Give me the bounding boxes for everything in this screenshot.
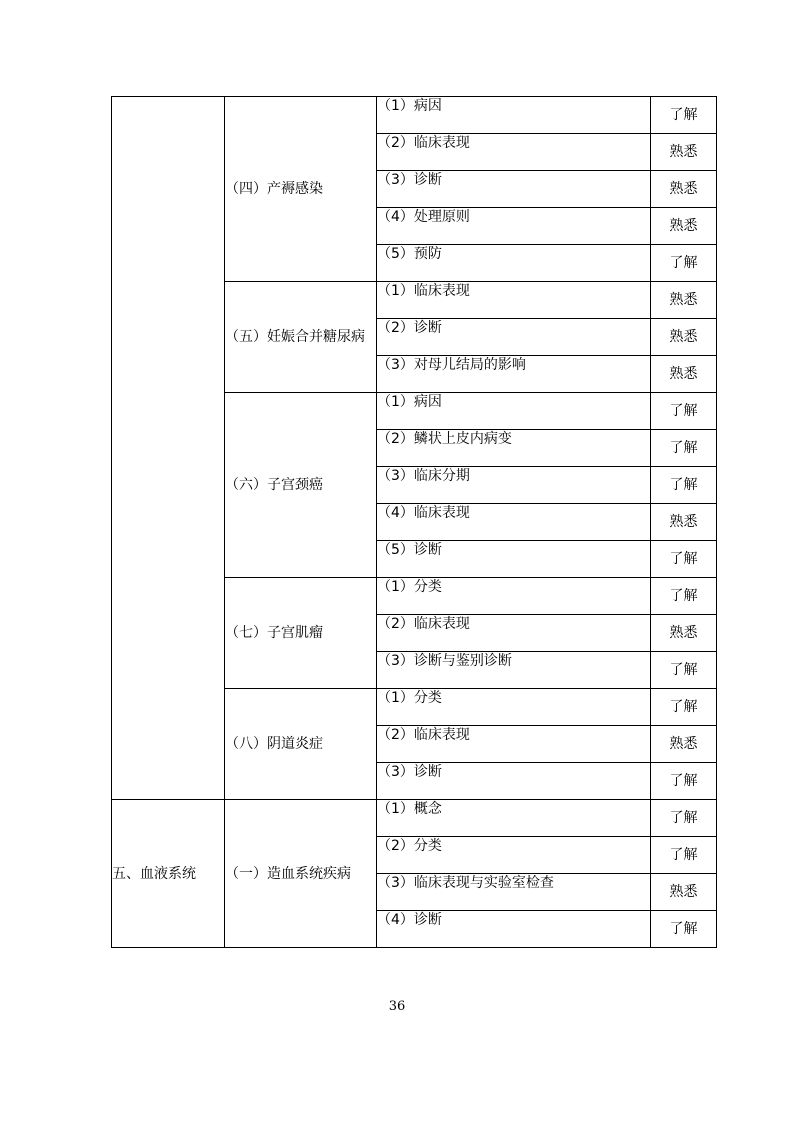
item-cell: （1）病因 (377, 97, 651, 134)
item-cell: （3）对母儿结局的影响 (377, 356, 651, 393)
item-cell: （5）预防 (377, 245, 651, 282)
system-cell: 五、血液系统 (112, 800, 225, 948)
item-cell: （3）诊断 (377, 171, 651, 208)
topic-title: （七）子宫肌瘤 (225, 625, 323, 641)
topic-title: （八）阴道炎症 (225, 736, 323, 752)
topic-title: （五）妊娠合并糖尿病 (225, 329, 365, 345)
topic-cell (225, 393, 377, 578)
topic-title: （四）产褥感染 (225, 181, 323, 197)
topic-cell (225, 800, 377, 948)
requirement-level-cell: 熟悉 (651, 171, 717, 208)
requirement-level-cell: 了解 (651, 800, 717, 837)
item-cell: （1）病因 (377, 393, 651, 430)
topic-title: （六）子宫颈癌 (225, 477, 323, 493)
requirement-level-cell: 熟悉 (651, 874, 717, 911)
item-cell: （4）诊断 (377, 911, 651, 948)
requirement-level-cell: 了解 (651, 689, 717, 726)
item-cell: （2）分类 (377, 837, 651, 874)
requirement-level-cell: 了解 (651, 541, 717, 578)
item-cell: （3）诊断 (377, 763, 651, 800)
item-cell: （1）分类 (377, 578, 651, 615)
item-cell: （1）概念 (377, 800, 651, 837)
item-cell: （2）诊断 (377, 319, 651, 356)
item-cell: （2）临床表现 (377, 726, 651, 763)
table-row (112, 800, 717, 837)
topic-title: （一）造血系统疾病 (225, 865, 351, 882)
item-cell: （5）诊断 (377, 541, 651, 578)
item-cell: （3）临床表现与实验室检查 (377, 874, 651, 911)
syllabus-table-body (112, 97, 717, 948)
requirement-level-cell: 了解 (651, 837, 717, 874)
item-cell: （4）临床表现 (377, 504, 651, 541)
requirement-level-cell: 熟悉 (651, 319, 717, 356)
requirement-level-cell: 熟悉 (651, 282, 717, 319)
table-row (112, 97, 717, 134)
requirement-level-cell: 了解 (651, 430, 717, 467)
requirement-level-cell: 了解 (651, 911, 717, 948)
requirement-level-cell: 了解 (651, 763, 717, 800)
topic-cell (225, 578, 377, 689)
requirement-level-cell: 熟悉 (651, 726, 717, 763)
requirement-level-cell: 了解 (651, 97, 717, 134)
requirement-level-cell: 熟悉 (651, 208, 717, 245)
item-cell: （1）分类 (377, 689, 651, 726)
requirement-level-cell: 熟悉 (651, 356, 717, 393)
item-cell: （3）临床分期 (377, 467, 651, 504)
topic-cell (225, 282, 377, 393)
requirement-level-cell: 了解 (651, 467, 717, 504)
item-cell: （4）处理原则 (377, 208, 651, 245)
requirement-level-cell: 熟悉 (651, 504, 717, 541)
item-cell: （2）临床表现 (377, 615, 651, 652)
syllabus-table (111, 96, 717, 948)
system-cell (112, 97, 225, 800)
item-cell: （2）鳞状上皮内病变 (377, 430, 651, 467)
requirement-level-cell: 了解 (651, 652, 717, 689)
topic-cell (225, 689, 377, 800)
item-cell: （2）临床表现 (377, 134, 651, 171)
requirement-level-cell: 了解 (651, 578, 717, 615)
item-cell: （1）临床表现 (377, 282, 651, 319)
requirement-level-cell: 熟悉 (651, 134, 717, 171)
requirement-level-cell: 了解 (651, 393, 717, 430)
topic-cell (225, 97, 377, 282)
requirement-level-cell: 熟悉 (651, 615, 717, 652)
requirement-level-cell: 了解 (651, 245, 717, 282)
page-number: 36 (388, 999, 406, 1014)
item-cell: （3）诊断与鉴别诊断 (377, 652, 651, 689)
